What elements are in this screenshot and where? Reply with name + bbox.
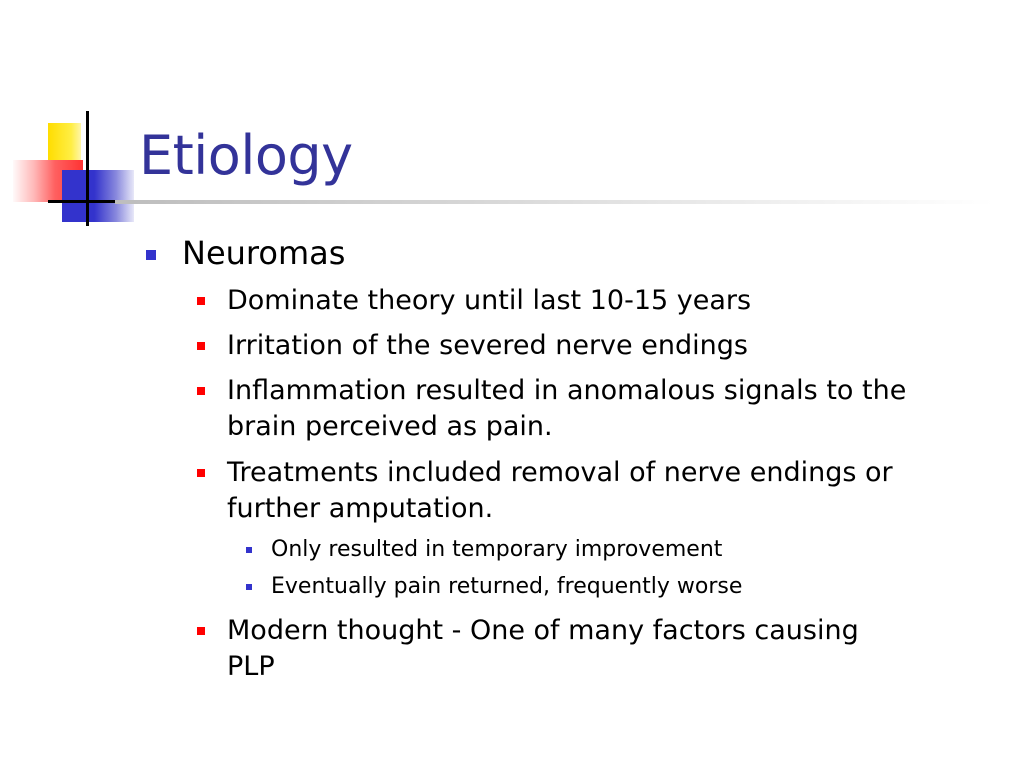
bullet-text-line: Modern thought - One of many factors causing xyxy=(227,615,859,646)
square-bullet-icon xyxy=(197,627,205,635)
slide-title: Etiology xyxy=(139,124,353,187)
bullet-text: Eventually pain returned, frequently worse xyxy=(271,574,743,599)
square-bullet-icon xyxy=(197,342,205,350)
bullet-text-line: brain perceived as pain. xyxy=(227,411,553,442)
bullet-text: Irritation of the severed nerve endings xyxy=(227,330,748,361)
sub-sub-bullet-item xyxy=(271,535,971,565)
bullet-text-line: PLP xyxy=(227,651,275,682)
square-bullet-icon xyxy=(246,584,252,590)
sub-bullet-item xyxy=(227,328,997,364)
square-bullet-icon xyxy=(197,387,205,395)
bullet-text: Dominate theory until last 10-15 years xyxy=(227,285,752,316)
bullet-text-line: Treatments included removal of nerve endings or xyxy=(227,457,893,488)
sub-bullet-item xyxy=(227,613,997,685)
bullet-text-line: further amputation. xyxy=(227,493,494,524)
bullet-text: Only resulted in temporary improvement xyxy=(271,537,723,562)
square-bullet-icon xyxy=(146,250,156,260)
sub-bullet-item xyxy=(227,373,997,445)
sub-sub-bullet-item xyxy=(271,572,971,602)
square-bullet-icon xyxy=(246,547,252,553)
bullet-text-line: Inflammation resulted in anomalous signals to the xyxy=(227,375,907,406)
bullet-text: Neuromas xyxy=(182,234,346,272)
bullet-item xyxy=(182,234,345,272)
sub-bullet-item xyxy=(227,283,997,319)
square-bullet-icon xyxy=(197,469,205,477)
square-bullet-icon xyxy=(197,297,205,305)
sub-bullet-item xyxy=(227,455,997,527)
